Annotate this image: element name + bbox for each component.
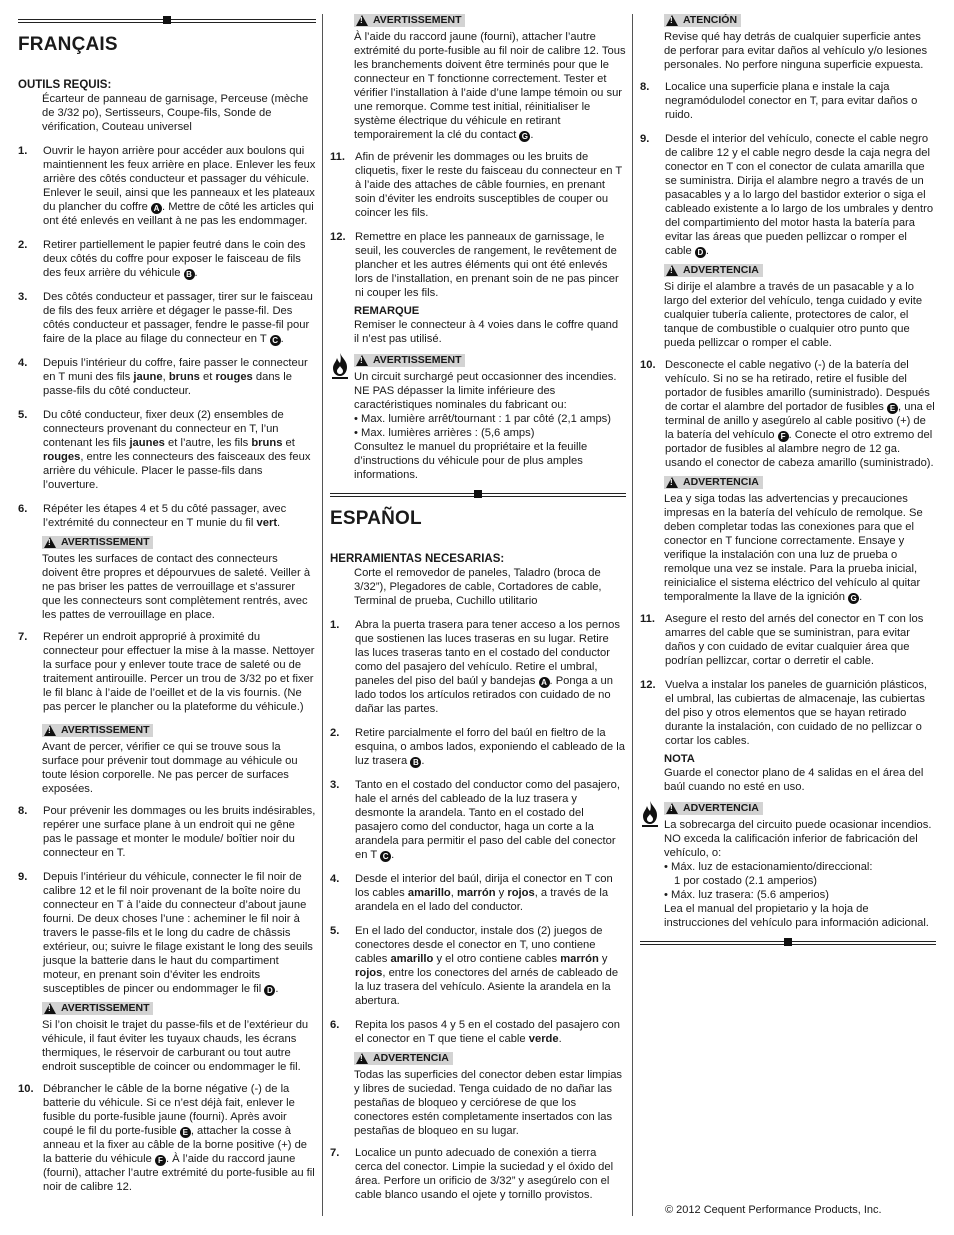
fire-icon [640, 800, 661, 828]
warning-icon [666, 265, 678, 276]
section-rule [18, 16, 316, 26]
warning-icon [666, 15, 678, 26]
french-title: FRANÇAIS [18, 34, 118, 55]
step-10: 10. Débrancher le câble de la borne négative (-) de la batterie du véhicule. Si ce n’est déjà fait, enlever le fusible du porte-fusible jaune (fourni). Après avoir coupé le fil du porte-fusible E , attacher la cosse à anneau et la fixer au câble de la borne positive (+) de la batterie du véhicule F . À l’aide du raccord jaune (fourni), attacher l’autre extrémité du porte-fusible au fil noir de calibre 12. [18, 1083, 315, 1193]
section-rule [330, 490, 626, 500]
warning-block: ! ADVERTENCIA Lea y siga todas las advertencias y precauciones impresas en la batería del vehículo de remolque. Se deben completar todas las conexiones para que el conector en T funcione correctamente. Ensaye y verifique la instalación con una luz de prueba o remolque una vez se instale. Para la prueba inicial, reinicialice el sistema eléctrico del vehículo al quitar temporalmente la llave de la ignición G . [664, 476, 936, 604]
ref-f-icon: F [778, 431, 789, 442]
tools-heading: OUTILS REQUIS: [18, 79, 112, 91]
step-4: 4. Desde el interior del baúl, dirija el conector en T con los cables amarillo, marrón y rojos, a través de la arandela en el lado del conductor. [330, 873, 613, 913]
warning-label: ! ADVERTENCIA [664, 264, 763, 277]
step-8: 8. Pour prévenir les dommages ou les bruits indésirables, repérer une surface plane à un endroit qui ne gêne pas le passage et monter le module/ boîtier noir du connecteur en T. [18, 805, 316, 859]
warning-icon [666, 477, 678, 488]
step-1: 1. Ouvrir le hayon arrière pour accéder aux boulons qui maintiennent les feux arrière en place. Enlever les feux arrière des côtés conducteur et passager du véhicule. Enlever le seuil, ainsi que les panneaux et les plateaux du plancher du coffre A . Mettre de côté les articles qui ont été enlevés en veillant à ne pas les endommager. [18, 145, 316, 227]
warning-label: ! AVERTISSEMENT [42, 536, 153, 549]
column-divider [632, 14, 633, 1216]
warning-block: ! ADVERTENCIA Si dirije el alambre a través de un pasacable y a lo largo del exterior del vehículo, tenga cuidado y evite cualquier tubería caliente, protectores de calor, el tanque de combustible o cualquier otro punto que pueda pellizcar o romper el cable. [664, 264, 936, 350]
warning-label: ! ADVERTENCIA [664, 802, 763, 815]
ref-g-icon: G [519, 131, 530, 142]
warning-icon [356, 1053, 368, 1064]
step-1: 1. Abra la puerta trasera para tener acceso a los pernos que sostienen las luces traseras en su lugar. Retire las luces traseras tanto en el costado del conductor como del pasajero del vehículo. Retire el umbral, paneles del piso del baúl y bandejas A . Ponga a un lado todos los artículos retirados con cuidado de no dañar las partes. [330, 619, 620, 715]
warning-icon [356, 355, 368, 366]
step-7: 7. Localice un punto adecuado de conexión a tierra cerca del conector. Limpie la suciedad y el óxido del área. Perfore un orificio de 3/32” y asegúrelo con el cable blanco usando el ojete y tornillo provistos. [330, 1147, 614, 1201]
ref-e-icon: E [180, 1127, 191, 1138]
warning-label: ! ADVERTENCIA [354, 1052, 453, 1065]
step-4: 4. Depuis l’intérieur du coffre, faire passer le connecteur en T muni des fils jaune, bruns et rouges dans le passe-fils du côté conducteur. [18, 357, 308, 397]
note-text: Guarde el conector plano de 4 salidas en el área del baúl cuando no esté en uso. [664, 767, 924, 793]
ref-e-icon: E [887, 403, 898, 414]
step-7: 7. Repérer un endroit approprié à proximité du connecteur pour effectuer la mise à la masse. Nettoyer la surface pour y enlever toute trace de saleté ou de traitement antirouille. Percer un trou de 3/32 po et fixer le fil blanc à l’aide de l’oeillet et de la vis fournis. (Ne pas percer le plancher ou la plateforme du véhicule.) [18, 631, 315, 713]
middle-column [330, 14, 626, 1221]
warning-label: ! ADVERTENCIA [664, 476, 763, 489]
step-5: 5. En el lado del conductor, instale dos (2) juegos de conectores desde el conector en T, uno contiene cables amarillo y el otro contiene cables marrón y rojos, entre los conectores del arnés de cableado de la luz trasera del vehículo. Asiente la arandela en la abertura. [330, 925, 619, 1007]
ref-a-icon: A [151, 203, 162, 214]
fire-warning-block: ! ADVERTENCIA La sobrecarga del circuito puede ocasionar incendios. NO exceda la calificación inferior de fabricación del vehículo, o: • Máx. luz de estacionamiento/direccional: 1 por costado (2.1 amperios) • Máx. luz trasera: (5.6 amperios) Lea el manual del propietario y la hoja de instrucciones del vehículo para información adicional. [664, 802, 936, 930]
warning-label: ! AVERTISSEMENT [42, 724, 153, 737]
spanish-title: ESPAÑOL [330, 508, 422, 529]
step-5: 5. Du côté conducteur, fixer deux (2) ensembles de connecteurs provenant du connecteur en T, l’un contenant les fils jaunes et l’autre, les fils bruns et rouges, entre les connecteurs des faisceaux des feux arrière du véhicule. Placer le passe-fils dans l’ouverture. [18, 409, 311, 491]
step-3: 3. Tanto en el costado del conductor como del pasajero, hale el arnés del cableado de la luz trasera y desmonte la arandela. Tanto en el costado del pasajero como del conductor, haga un corte a la arandela para permitir el paso del cable del conector en T C . [330, 779, 620, 861]
warning-label: ! AVERTISSEMENT [354, 14, 465, 27]
step-2: 2. Retire parcialmente el forro del baúl en fieltro de la esquina, o ambos lados, exponiendo el cableado de la luz trasera B . [330, 727, 625, 767]
tools-heading: HERRAMIENTAS NECESARIAS: [330, 553, 505, 565]
spanish-column [640, 14, 936, 1221]
warning-label: ! AVERTISSEMENT [42, 1002, 153, 1015]
step-11: 11. Asegure el resto del arnés del conector en T con los amarres del cable que se suministran, para evitar daños y con cuidado de evitar cualquier área que podrían pellizcar, cortar o derretir el cable. [640, 613, 924, 667]
warning-icon [44, 725, 56, 736]
note-heading: REMARQUE [354, 305, 420, 317]
step-3: 3. Des côtés conducteur et passager, tirer sur le faisceau de fils des feux arrière et dégager le passe-fil. Des côtés conducteur et passager, fendre le passe-fil pour faire de la place au filage du connecteur en T C . [18, 291, 313, 345]
warning-icon [666, 803, 678, 814]
ref-d-icon: D [695, 247, 706, 258]
copyright: © 2012 Cequent Performance Products, Inc. [665, 1204, 882, 1216]
warning-block: ! AVERTISSEMENT Si l’on choisit le trajet du passe-fils et de l’extérieur du véhicule, il faut éviter les tuyaux chauds, les écrans thermiques, le réservoir de carburant ou tout autre endroit susceptible de coincer ou endommager le fil. [42, 1002, 316, 1074]
step-6: 6. Repita los pasos 4 y 5 en el costado del pasajero con el conector en T que tiene el cable verde. [330, 1019, 620, 1045]
step-6: 6. Répéter les étapes 4 et 5 du côté passager, avec l’extrémité du connecteur en T munie du fil vert. [18, 503, 287, 529]
warning-block: ! ADVERTENCIA Todas las superficies del conector deben estar limpias y libres de suciedad. Tenga cuidado de no dañar las pestañas de bloqueo y cerciórese de que los conectores estén completamente insertados con las pestañas de bloqueo en su lugar. [354, 1052, 626, 1138]
warning-block: ! AVERTISSEMENT À l’aide du raccord jaune (fourni), attacher l’autre extrémité du porte-fusible au fil noir de calibre 12. Tous les branchements doivent être terminés pour que le connecteur en T fonctionne correctement. Tester et vérifier l’installation à l’aide d’une lampe témoin ou sur une remorque. Comme test initial, réinitialiser le système électrique du véhicule en retirant temporairement la clé du contact G . [354, 14, 626, 142]
ref-a-icon: A [539, 677, 550, 688]
step-8: 8. Localice una superficie plana e instale la caja negramódulodel conector en T, para evitar daños o ruido. [640, 81, 918, 121]
ref-b-icon: B [410, 757, 421, 768]
step-11: 11. Afin de prévenir les dommages ou les bruits de cliquetis, fixer le reste du faisceau du connecteur en T à l’aide des attaches de câble fournies, en prenant soin d’éviter les endroits susceptibles de couper ou coincer les fils. [330, 151, 622, 219]
step-2: 2. Retirer partiellement le papier feutré dans le coin des deux côtés du coffre pour exposer le faisceau de fils des feux arrière du véhicule B . [18, 239, 306, 279]
ref-d-icon: D [264, 985, 275, 996]
ref-f-icon: F [155, 1155, 166, 1166]
ref-c-icon: C [270, 335, 281, 346]
french-column [18, 14, 316, 1221]
ref-g-icon: G [848, 593, 859, 604]
tools-list: Corte el removedor de paneles, Taladro (broca de 3/32”), Plegadores de cable, Cortadores de cable, Terminal de prueba, Cuchillo utilitario [354, 567, 602, 607]
fire-icon [330, 352, 351, 380]
caution-block: ! ATENCIÓN Revise qué hay detrás de cualquier superficie antes de perforar para evitar daños al vehículo y/o lesiones personales. No perfore ninguna superficie expuesta. [664, 14, 936, 72]
step-10: 10. Desconecte el cable negativo (-) de la batería del vehículo. Si no se ha retirado, retire el fusible del portador de fusibles amarillo (suministrado). Después de cortar el alambre del portador de fusibles E , una el terminal de anillo y asegúrelo al cable positivo (+) de la batería del vehículo F . Conecte el otro extremo del portador de fusibles al alambre negro de 12 ga. usando el conector de cabeza amarillo (suministrado). [640, 359, 935, 469]
step-9: 9. Depuis l’intérieur du véhicule, connecter le fil noir de calibre 12 et le fil noir provenant de la boîte noire du connecteur en T à l’aide du connecteur d’about jaune fourni. De deux choses l’une : acheminer le fil noir à travers le passe-fils et le long du cadre de châssis extérieur, ou; suivre le filage existant le long des seuils jusque la batterie dans le haut du compartiment moteur, en prenant soin d’éviter les endroits susceptibles de pincer ou endommager le fil D . [18, 871, 313, 995]
note-heading: NOTA [664, 753, 695, 765]
fire-warning-block: ! AVERTISSEMENT Un circuit surchargé peut occasionner des incendies. NE PAS dépasser la limite inférieure des caractéristiques nominales du fabricant ou: • Max. lumière arrêt/tournant : 1 par côté (2,1 amps) • Max. lumières arrières : (5,6 amps) Consultez le manuel du propriétaire et la feuille d’instructions du véhicule pour de plus amples informations. [354, 354, 626, 482]
step-12: 12. Vuelva a instalar los paneles de guarnición plásticos, el umbral, las cubiertas de almacenaje, las cubiertas del piso y otros elementos que se hayan retirado durante la instalación, con cuidado de no pellizcar o cortar los cables. [640, 679, 928, 747]
warning-icon [44, 537, 56, 548]
tools-list: Écarteur de panneau de garnisage, Perceuse (mèche de 3/32 po), Sertisseurs, Coupe-fils, Sonde de vérification, Couteau universel [42, 93, 309, 133]
warning-icon [356, 15, 368, 26]
caution-label: ! ATENCIÓN [664, 14, 741, 27]
step-12: 12. Remettre en place les panneaux de garnissage, le seuil, les couvercles de rangement, le revêtement de plancher et les autres éléments qui ont été enlevés lors de l’installation, en prenant soin de ne pas pincer ni couper les fils. [330, 231, 619, 299]
column-divider [322, 14, 323, 1216]
note-text: Remiser le connecteur à 4 voies dans le coffre quand il n’est pas utilisé. [354, 319, 619, 345]
warning-block: ! AVERTISSEMENT Toutes les surfaces de contact des connecteurs doivent être propres et dépourvues de saleté. Veiller à ne pas briser les pattes de verrouillage et s’assurer que les connecteurs sont complètement rentrés, avec les pattes de verrouillage en place. [42, 536, 316, 622]
ref-c-icon: C [380, 851, 391, 862]
section-rule [640, 938, 936, 948]
ref-b-icon: B [184, 269, 195, 280]
warning-label: ! AVERTISSEMENT [354, 354, 465, 367]
step-9: 9. Desde el interior del vehículo, conecte el cable negro de calibre 12 y el cable negro desde la caja negra del conector en T con el conector de culata amarilla que se suministra. Dirija el alambre negro a través de un pasacables y a lo largo del bastidor exterior o siga el cableado existente a lo largo de los umbrales y dentro del compartimiento del motor hasta la batería para evitar las áreas que pueden pellizcar o romper el cable D . [640, 133, 934, 257]
warning-block: ! AVERTISSEMENT Avant de percer, vérifier ce qui se trouve sous la surface pour prévenir tout dommage au véhicule ou toute lésion corporelle. Ne pas percer de surfaces exposées. [42, 724, 316, 796]
warning-icon [44, 1003, 56, 1014]
